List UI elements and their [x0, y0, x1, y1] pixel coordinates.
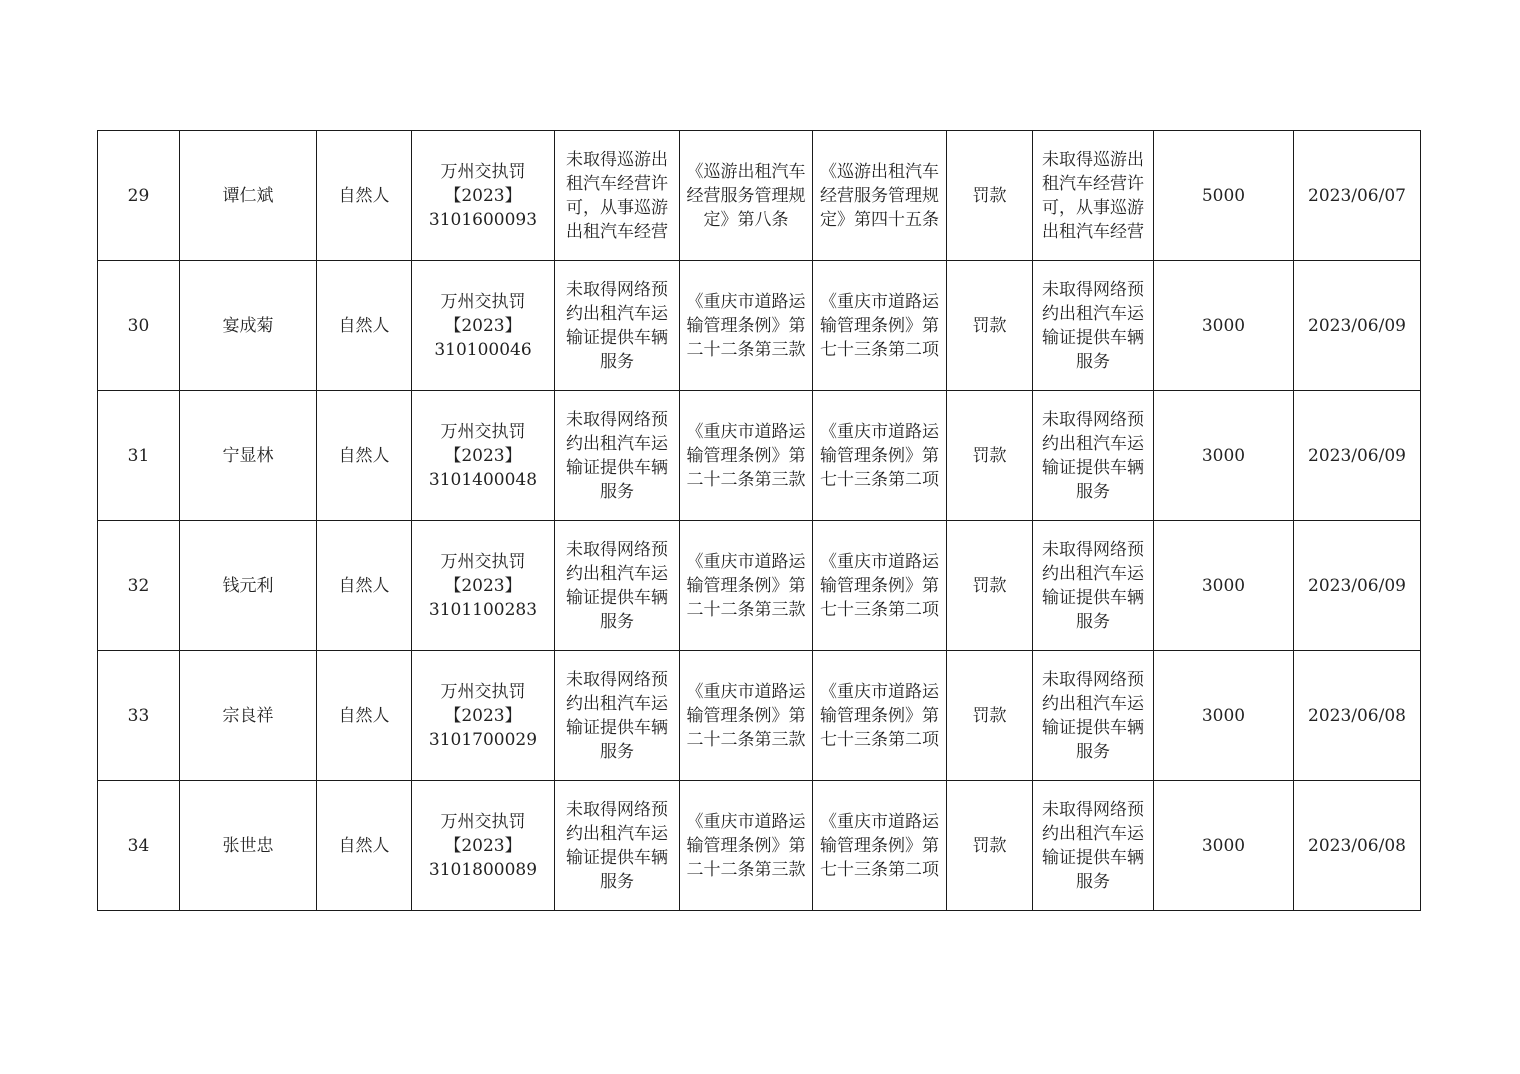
cell-date: 2023/06/08: [1294, 651, 1421, 781]
cell-legal-basis-penalty: 《重庆市道路运输管理条例》第七十三条第二项: [813, 651, 947, 781]
cell-penalty-category: 罚款: [947, 261, 1033, 391]
document-number-line: 万州交执罚: [440, 161, 526, 182]
cell-legal-basis-penalty: 《重庆市道路运输管理条例》第七十三条第二项: [813, 261, 947, 391]
cell-party-name: 钱元利: [180, 521, 317, 651]
cell-legal-basis-penalty: 《重庆市道路运输管理条例》第七十三条第二项: [813, 391, 947, 521]
table-row: [98, 261, 1421, 391]
cell-legal-basis-violated: 《重庆市道路运输管理条例》第二十二条第三款: [680, 261, 813, 391]
document-number-line: 万州交执罚: [440, 551, 526, 572]
cell-violation: 未取得网络预约出租汽车运输证提供车辆服务: [555, 651, 680, 781]
cell-legal-basis-penalty: 《重庆市道路运输管理条例》第七十三条第二项: [813, 781, 947, 911]
document-number-line: 【2023】: [444, 575, 522, 596]
cell-penalty-category: 罚款: [947, 521, 1033, 651]
document-number-line: 【2023】: [444, 835, 522, 856]
cell-penalty-content: 未取得网络预约出租汽车运输证提供车辆服务: [1033, 391, 1154, 521]
cell-date: 2023/06/09: [1294, 391, 1421, 521]
cell-date: 2023/06/07: [1294, 131, 1421, 261]
table-body: [98, 131, 1421, 911]
cell-party-type: 自然人: [317, 781, 412, 911]
cell-penalty-category: 罚款: [947, 651, 1033, 781]
document-number-line: 【2023】: [444, 705, 522, 726]
cell-amount: 3000: [1154, 781, 1294, 911]
cell-seq: 33: [98, 651, 180, 781]
cell-legal-basis-violated: 《巡游出租汽车经营服务管理规定》第八条: [680, 131, 813, 261]
cell-seq: 29: [98, 131, 180, 261]
cell-document-number: [412, 131, 555, 261]
cell-seq: 34: [98, 781, 180, 911]
document-number-line: 3101100283: [428, 599, 538, 620]
cell-document-number: [412, 521, 555, 651]
cell-seq: 32: [98, 521, 180, 651]
cell-party-type: 自然人: [317, 131, 412, 261]
cell-party-type: 自然人: [317, 521, 412, 651]
cell-amount: 3000: [1154, 521, 1294, 651]
cell-party-name: 宴成菊: [180, 261, 317, 391]
cell-legal-basis-violated: 《重庆市道路运输管理条例》第二十二条第三款: [680, 521, 813, 651]
document-number-line: 【2023】: [444, 185, 522, 206]
cell-legal-basis-penalty: 《巡游出租汽车经营服务管理规定》第四十五条: [813, 131, 947, 261]
cell-amount: 3000: [1154, 651, 1294, 781]
cell-amount: 3000: [1154, 261, 1294, 391]
cell-date: 2023/06/09: [1294, 261, 1421, 391]
cell-penalty-content: 未取得网络预约出租汽车运输证提供车辆服务: [1033, 651, 1154, 781]
cell-legal-basis-violated: 《重庆市道路运输管理条例》第二十二条第三款: [680, 781, 813, 911]
table-row: [98, 651, 1421, 781]
document-number-line: 3101600093: [428, 209, 538, 230]
document-number-line: 万州交执罚: [440, 811, 526, 832]
cell-penalty-content: 未取得巡游出租汽车经营许可，从事巡游出租汽车经营: [1033, 131, 1154, 261]
document-number-line: 万州交执罚: [440, 421, 526, 442]
cell-party-name: 宁显林: [180, 391, 317, 521]
cell-penalty-category: 罚款: [947, 391, 1033, 521]
cell-document-number: [412, 261, 555, 391]
cell-party-name: 张世忠: [180, 781, 317, 911]
document-number-line: 3101800089: [428, 859, 538, 880]
cell-date: 2023/06/09: [1294, 521, 1421, 651]
document-number-line: 310100046: [434, 339, 532, 360]
table-row: [98, 521, 1421, 651]
document-number-line: 万州交执罚: [440, 681, 526, 702]
cell-seq: 31: [98, 391, 180, 521]
cell-legal-basis-violated: 《重庆市道路运输管理条例》第二十二条第三款: [680, 651, 813, 781]
table-row: [98, 781, 1421, 911]
cell-amount: 3000: [1154, 391, 1294, 521]
cell-party-type: 自然人: [317, 261, 412, 391]
cell-party-name: 谭仁斌: [180, 131, 317, 261]
cell-document-number: [412, 391, 555, 521]
cell-violation: 未取得巡游出租汽车经营许可，从事巡游出租汽车经营: [555, 131, 680, 261]
cell-document-number: [412, 781, 555, 911]
cell-legal-basis-violated: 《重庆市道路运输管理条例》第二十二条第三款: [680, 391, 813, 521]
cell-penalty-content: 未取得网络预约出租汽车运输证提供车辆服务: [1033, 261, 1154, 391]
document-number-line: 3101400048: [428, 469, 538, 490]
cell-seq: 30: [98, 261, 180, 391]
cell-violation: 未取得网络预约出租汽车运输证提供车辆服务: [555, 781, 680, 911]
document-number-line: 万州交执罚: [440, 291, 526, 312]
document-number-line: 【2023】: [444, 315, 522, 336]
cell-party-type: 自然人: [317, 391, 412, 521]
cell-violation: 未取得网络预约出租汽车运输证提供车辆服务: [555, 521, 680, 651]
cell-penalty-category: 罚款: [947, 131, 1033, 261]
document-number-line: 3101700029: [428, 729, 538, 750]
cell-party-type: 自然人: [317, 651, 412, 781]
cell-penalty-content: 未取得网络预约出租汽车运输证提供车辆服务: [1033, 781, 1154, 911]
cell-document-number: [412, 651, 555, 781]
cell-violation: 未取得网络预约出租汽车运输证提供车辆服务: [555, 391, 680, 521]
penalty-table: [97, 130, 1421, 911]
cell-violation: 未取得网络预约出租汽车运输证提供车辆服务: [555, 261, 680, 391]
cell-legal-basis-penalty: 《重庆市道路运输管理条例》第七十三条第二项: [813, 521, 947, 651]
cell-date: 2023/06/08: [1294, 781, 1421, 911]
document-number-line: 【2023】: [444, 445, 522, 466]
cell-penalty-category: 罚款: [947, 781, 1033, 911]
table-row: [98, 131, 1421, 261]
cell-penalty-content: 未取得网络预约出租汽车运输证提供车辆服务: [1033, 521, 1154, 651]
cell-party-name: 宗良祥: [180, 651, 317, 781]
table-row: [98, 391, 1421, 521]
cell-amount: 5000: [1154, 131, 1294, 261]
